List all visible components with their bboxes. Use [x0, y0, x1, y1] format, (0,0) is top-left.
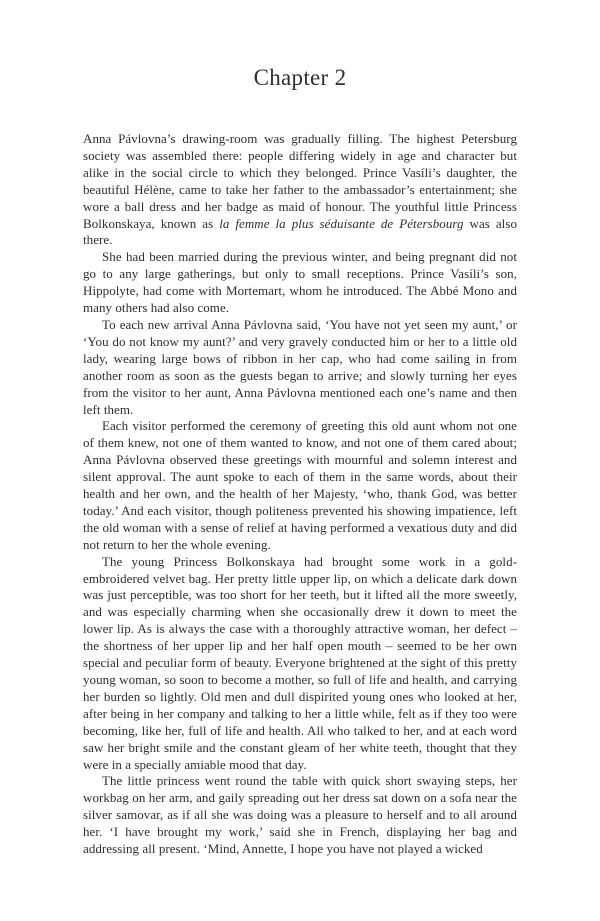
text-segment: was also there. — [83, 215, 518, 248]
chapter-body — [83, 131, 517, 858]
text-segment: To each new arrival Anna Pávlovna said, ‘You have not yet seen my aunt,’ or ‘You do not know my aunt?’ and very gravely conducted him or her to a little old lady, wearing large bows of ribbon in her cap, who had come sailing in from another room as soon as the guests began to arrive; and slowly turning her eyes from the visitor to her aunt, Anna Pávlovna mentioned each one’s name and then left them. — [83, 316, 517, 417]
chapter-title: Chapter 2 — [253, 65, 347, 90]
text-segment: The young Princess Bolkonskaya had brought some work in a gold-embroidered velvet bag. Her pretty little upper lip, on which a delicate dark down was just perceptible, was too short for her teeth, but it lifted all the more sweetly, and was especially charming when she occasionally drew it down to meet the lower lip. As is always the case with a thoroughly attractive woman, her defect – the shortness of her upper lip and her half open mouth – seemed to be her own special and peculiar form of beauty. Everyone brightened at the sight of this pretty young woman, so soon to become a mother, so full of life and health, and carrying her burden so lightly. Old men and dull dispirited young ones who looked at her, after being in her company and talking to her a little while, felt as if they too were becoming, like her, full of life and health. All who talked to her, and at each word saw her bright smile and the constant gleam of her white teeth, thought that they were in a specially amiable mood that day. — [83, 553, 517, 772]
text-segment: The little princess went round the table with quick short swaying steps, her workbag on her arm, and gaily spreading out her dress sat down on a sofa near the silver samovar, as if all she was doing was a pleasure to herself and to all around her. ‘I have brought my work,’ said she in French, displaying her bag and addressing all present. ‘Mind, Annette, I hope you have not played a wicked — [83, 773, 517, 857]
text-segment: Anna Pávlovna’s drawing-room was gradually filling. The highest Petersburg society was assembled there: people differing widely in age and character but alike in the social circle to which they belonged. Prince Vasíli’s daughter, the beautiful Hélène, came to take her father to the ambassador’s entertainment; she wore a ball dress and her badge as maid of honour. The youthful little Princess Bolkonskaya, known as — [83, 131, 517, 231]
paragraph — [83, 317, 517, 418]
text-segment: She had been married during the previous winter, and being pregnant did not go to any large gatherings, but only to small receptions. Prince Vasíli’s son, Hippolyte, had come with Mortemart, whom he introduced. The Abbé Mono and many others had also come. — [83, 249, 517, 316]
italic-phrase: la femme la plus séduisante de Pétersbourg — [219, 215, 464, 231]
paragraph — [83, 418, 517, 553]
text-segment: Each visitor performed the ceremony of greeting this old aunt whom not one of them knew, not one of them wanted to know, and not one of them cared about; Anna Pávlovna observed these greetings with mournful and solemn interest and silent approval. The aunt spoke to each of them in the same words, about their health and her own, and the health of her Majesty, ‘who, thank God, was better today.’ And each visitor, though politeness prevented his showing impatience, left the old woman with a sense of relief at having performed a vexatious duty and did not return to her the whole evening. — [83, 418, 517, 552]
paragraph — [83, 554, 517, 774]
paragraph — [83, 131, 517, 249]
paragraph — [83, 249, 517, 317]
paragraph — [83, 773, 517, 858]
